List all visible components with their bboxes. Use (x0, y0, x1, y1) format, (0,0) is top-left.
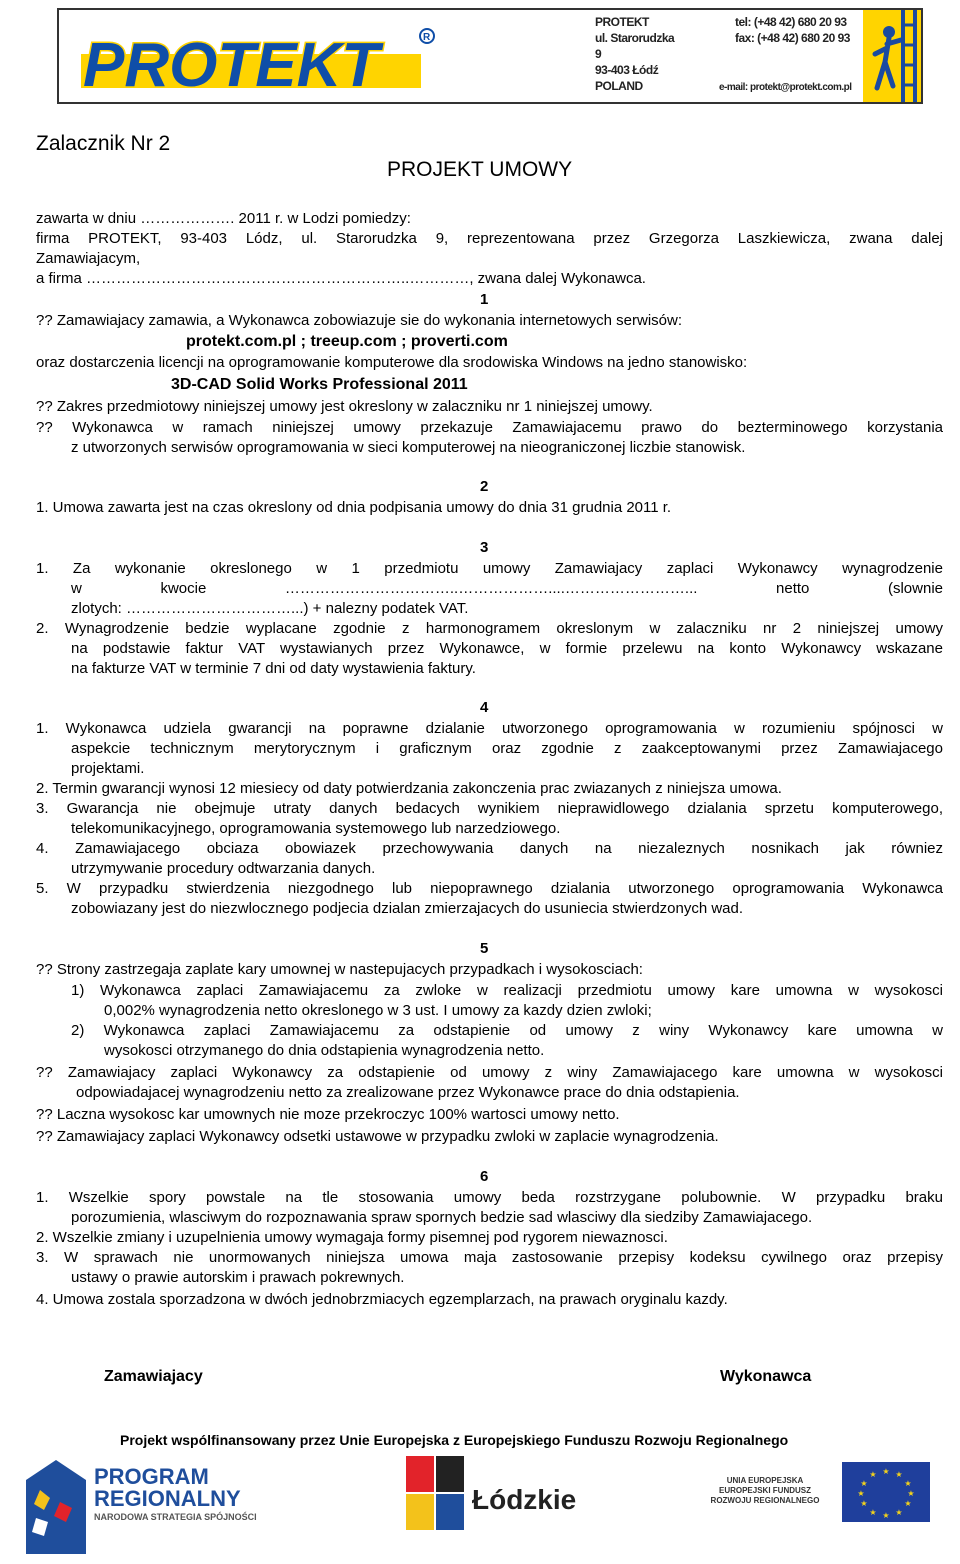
annex-label: Zalacznik Nr 2 (36, 132, 171, 155)
svg-text:★: ★ (904, 1499, 912, 1508)
svg-text:★: ★ (895, 1470, 903, 1479)
letterhead (57, 8, 923, 104)
paragraph: na fakturze VAT w terminie 7 dni od daty wystawienia faktury. (71, 660, 476, 677)
program-regionalny-emblem (26, 1460, 86, 1554)
section-heading: 6 (480, 1168, 489, 1185)
section-heading: 4 (480, 699, 489, 716)
paragraph: 1. Umowa zawarta jest na czas okreslony od dnia podpisania umowy do dnia 31 grudnia 2011 r. (36, 499, 672, 516)
paragraph: ?? Wykonawca w ramach niniejszej umowy przekazuje Zamawiajacemu prawo do bezterminowego korzystania (36, 419, 943, 436)
paragraph: 1. Wszelkie spory powstale na tle stosowania umowy beda rozstrzygane polubownie. W przypadku braku (36, 1189, 943, 1206)
intro-line: Zamawiajacym, (36, 250, 141, 267)
paragraph: utrzymywanie procedury odtwarzania danych. (71, 860, 376, 877)
paragraph: 1) Wykonawca zaplaci Zamawiajacemu za zwloke w realizacji przedmiotu umowy kare umowna w wysokosci (71, 982, 943, 999)
paragraph: ?? Laczna wysokosc kar umownych nie moze przekroczyc 100% wartosci umowy netto. (36, 1106, 620, 1123)
product-name: 3D-CAD Solid Works Professional 2011 (171, 376, 468, 393)
cofinancing-note: Projekt wspólfinansowany przez Unie Europejska z Europejskiego Funduszu Rozwoju Regionalnego (120, 1432, 789, 1448)
paragraph: telekomunikacyjnego, oprogramowania systemowego lub narzedziowego. (71, 820, 561, 837)
svg-text:★: ★ (904, 1479, 912, 1488)
paragraph: oraz dostarczenia licencji na oprogramowanie komputerowe dla srodowiska Windows na jedno stanowisko: (36, 354, 748, 371)
svg-text:R: R (423, 32, 431, 43)
svg-text:★: ★ (869, 1470, 877, 1479)
paragraph: ?? Zakres przedmiotowy niniejszej umowy jest okreslony w zalaczniku nr 1 niniejszej umowy. (36, 398, 653, 415)
company-email: e-mail: protekt@protekt.com.pl (719, 82, 852, 93)
paragraph: zlotych: ……………………………...) + nalezny podatek VAT. (71, 600, 469, 617)
lodzkie-emblem (406, 1456, 466, 1532)
paragraph: odpowiadajacej wynagrodzeniu netto za zrealizowane przez Wykonawce prace do dnia odstapienia. (76, 1084, 740, 1101)
paragraph: aspekcie technicznym merytorycznym i graficznym oraz zgodnie z zaakceptowanymi przez Zamawiajacego (71, 740, 943, 757)
protekt-logo (81, 24, 451, 90)
paragraph: na podstawie faktur VAT wystawianych przez Wykonawce, w formie przelewu na konto Wykonawcy wskazane (71, 640, 943, 657)
paragraph: ?? Zamawiajacy zaplaci Wykonawcy za odstapienie od umowy z winy Zamawiajacego kare umowna w wysokosci (36, 1064, 943, 1081)
paragraph: ?? Strony zastrzegaja zaplate kary umownej w nastepujacych przypadkach i wysokosciach: (36, 961, 643, 978)
section-heading: 2 (480, 478, 489, 495)
paragraph: zobowiazany jest do niezwlocznego podjecia dzialan zmierzajacych do usuniecia stwierdzonych wad. (71, 900, 744, 917)
section-heading: 3 (480, 539, 489, 556)
eu-flag-icon (842, 1462, 930, 1522)
program-regionalny-text: PROGRAM REGIONALNY NARODOWA STRATEGIA SPÓJNOŚCI (94, 1464, 257, 1522)
lodzkie-text: Łódzkie (472, 1484, 577, 1515)
paragraph: 2) Wykonawca zaplaci Zamawiajacemu za odstapienie od umowy z winy Wykonawcy kare umowna w (71, 1022, 943, 1039)
document-title: PROJEKT UMOWY (387, 158, 573, 181)
company-contact: tel: (+48 42) 680 20 93 fax: (+48 42) 680 20 93 (735, 15, 850, 45)
signature-contractor: Wykonawca (720, 1368, 812, 1385)
paragraph: ?? Zamawiajacy zaplaci Wykonawcy odsetki ustawowe w przypadku zwloki w zaplacie wynagrodzenia. (36, 1128, 719, 1145)
paragraph: ustawy o prawie autorskim i prawach pokrewnych. (71, 1269, 405, 1286)
company-address: PROTEKT ul. Starorudzka 9 93-403 Łódź POLAND (595, 15, 675, 93)
svg-text:★: ★ (907, 1489, 915, 1498)
signature-ordering-party: Zamawiajacy (104, 1368, 203, 1385)
paragraph: 4. Umowa zostala sporzadzona w dwóch jednobrzmiacych egzemplarzach, na prawach oryginalu kazdy. (36, 1291, 728, 1308)
website-list: protekt.com.pl ; treeup.com ; proverti.com (186, 333, 508, 350)
svg-text:PROTEKT: PROTEKT (83, 31, 380, 90)
svg-text:★: ★ (882, 1467, 890, 1476)
intro-line: zawarta w dniu ………………. 2011 r. w Lodzi pomiedzy: (36, 210, 411, 227)
paragraph: 3. Gwarancja nie obejmuje utraty danych bedacych wynikiem nieprawidlowego dzialania sprzetu komputerowego, (36, 800, 943, 817)
climber-logo (863, 10, 921, 102)
svg-text:★: ★ (895, 1508, 903, 1517)
paragraph: 0,002% wynagrodzenia netto okreslonego w 3 ust. I umowy za kazdy dzien zwloki; (104, 1002, 652, 1019)
eu-fund-text: UNIA EUROPEJSKA EUROPEJSKI FUNDUSZ ROZWOJU REGIONALNEGO (710, 1476, 820, 1505)
paragraph: 2. Termin gwarancji wynosi 12 miesiecy od daty potwierdzania zakonczenia prac zwiazanych z niniejsza umowa. (36, 780, 782, 797)
paragraph: z utworzonych serwisów oprogramowania w sieci komputerowej na nieograniczonej liczbie stanowisk. (71, 439, 746, 456)
svg-text:★: ★ (857, 1489, 865, 1498)
intro-line: firma PROTEKT, 93-403 Lódz, ul. Starorudzka 9, reprezentowana przez Grzegorza Laszkiewicza, zwana dalej (36, 230, 943, 247)
paragraph: w kwocie ……………………………..………………....……………………... netto (slownie (71, 580, 943, 597)
paragraph: ?? Zamawiajacy zamawia, a Wykonawca zobowiazuje sie do wykonania internetowych serwisów: (36, 312, 682, 329)
intro-line: a firma ………………………………………………………..…………, zwana dalej Wykonawca. (36, 270, 646, 287)
svg-text:★: ★ (860, 1479, 868, 1488)
svg-text:★: ★ (869, 1508, 877, 1517)
section-heading: 5 (480, 940, 489, 957)
paragraph: porozumienia, wlasciwym do rozpoznawania spraw spornych bedzie sad wlasciwy dla siedziby Zamawiajacego. (71, 1209, 813, 1226)
paragraph: 4. Zamawiajacego obciaza obowiazek przechowywania danych na niezaleznych nosnikach jak równiez (36, 840, 943, 857)
paragraph: 2. Wszelkie zmiany i uzupelnienia umowy wymagaja formy pisemnej pod rygorem niewaznosci. (36, 1229, 668, 1246)
paragraph: 1. Za wykonanie okreslonego w 1 przedmiotu umowy Zamawiajacy zaplaci Wykonawcy wynagrodzenie (36, 560, 943, 577)
paragraph: projektami. (71, 760, 145, 777)
paragraph: 2. Wynagrodzenie bedzie wyplacane zgodnie z harmonogramem okreslonym w zalaczniku nr 2 niniejszej umowy (36, 620, 943, 637)
svg-text:★: ★ (882, 1511, 890, 1520)
section-heading: 1 (480, 291, 489, 308)
paragraph: 1. Wykonawca udziela gwarancji na poprawne dzialanie utworzonego oprogramowania w rozumieniu spójnosci w (36, 720, 943, 737)
funding-logos (0, 1452, 960, 1564)
paragraph: wysokosci otrzymanego do dnia odstapienia wynagrodzenia netto. (104, 1042, 545, 1059)
svg-text:★: ★ (860, 1499, 868, 1508)
paragraph: 3. W sprawach nie unormowanych niniejsza umowa maja zastosowanie przepisy kodeksu cywilnego oraz przepisy (36, 1249, 943, 1266)
paragraph: 5. W przypadku stwierdzenia niezgodnego lub niepoprawnego dzialania utworzonego oprogramowania Wykonawca (36, 880, 943, 897)
